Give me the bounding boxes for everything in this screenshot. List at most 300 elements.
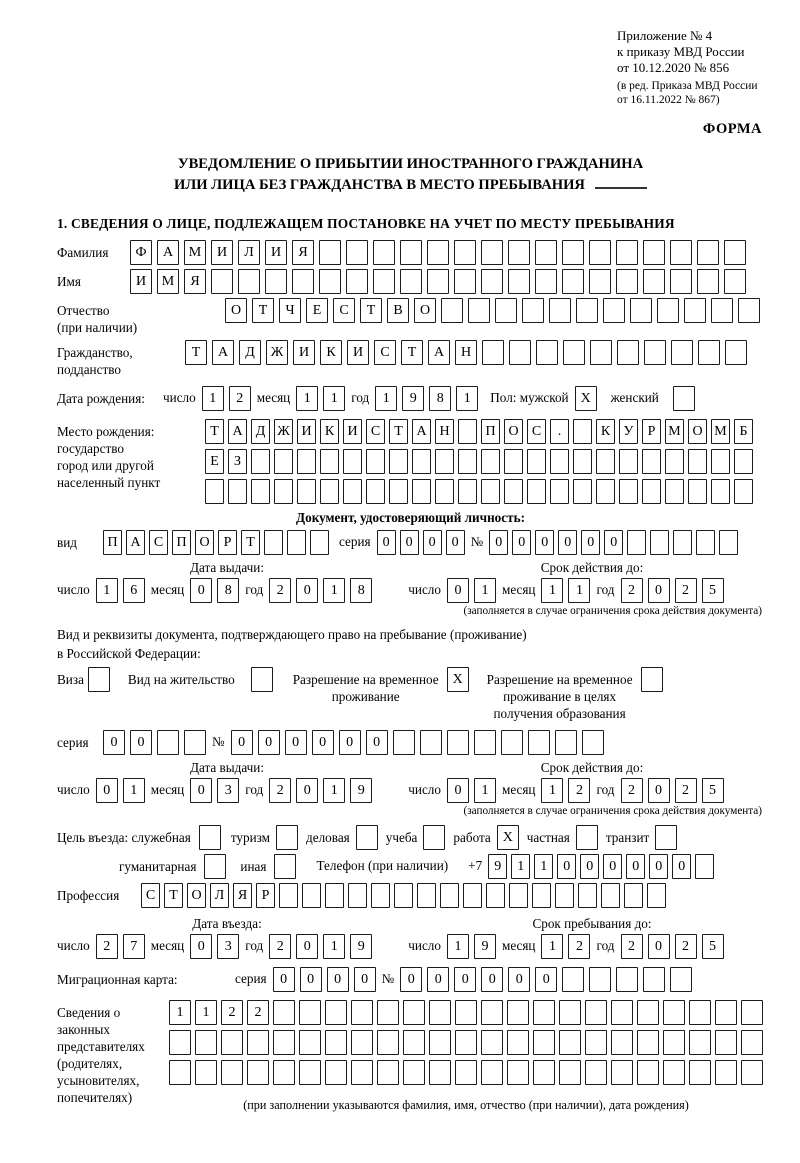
form-cell[interactable] <box>589 240 611 265</box>
form-cell[interactable] <box>741 1000 763 1025</box>
form-cell[interactable]: О <box>414 298 436 323</box>
form-cell[interactable]: Л <box>210 883 229 908</box>
form-cell[interactable]: 3 <box>217 934 239 959</box>
form-cell[interactable]: 2 <box>96 934 118 959</box>
form-cell[interactable]: П <box>103 530 122 555</box>
form-cell[interactable] <box>689 1000 711 1025</box>
form-cell[interactable]: И <box>293 340 315 365</box>
form-cell[interactable]: А <box>126 530 145 555</box>
form-cell[interactable]: 0 <box>489 530 508 555</box>
form-cell[interactable]: 1 <box>568 578 590 603</box>
form-cell[interactable]: 0 <box>103 730 125 755</box>
form-cell[interactable] <box>738 298 760 323</box>
form-cell[interactable] <box>576 825 598 850</box>
form-cell[interactable] <box>389 449 408 474</box>
form-cell[interactable] <box>264 530 283 555</box>
form-cell[interactable]: 1 <box>447 934 469 959</box>
form-cell[interactable]: 0 <box>481 967 503 992</box>
form-cell[interactable] <box>325 1000 347 1025</box>
form-cell[interactable] <box>697 240 719 265</box>
form-cell[interactable]: X <box>497 825 519 850</box>
form-cell[interactable] <box>377 1030 399 1055</box>
form-cell[interactable]: 0 <box>273 967 295 992</box>
form-cell[interactable] <box>670 240 692 265</box>
form-cell[interactable] <box>617 340 639 365</box>
form-cell[interactable]: 9 <box>488 854 507 879</box>
form-cell[interactable] <box>611 1000 633 1025</box>
form-cell[interactable]: 1 <box>541 578 563 603</box>
form-cell[interactable] <box>394 883 413 908</box>
form-cell[interactable] <box>650 530 669 555</box>
form-cell[interactable] <box>734 479 753 504</box>
form-cell[interactable] <box>195 1030 217 1055</box>
form-cell[interactable] <box>373 240 395 265</box>
form-cell[interactable] <box>576 298 598 323</box>
form-cell[interactable] <box>603 298 625 323</box>
form-cell[interactable] <box>417 883 436 908</box>
form-cell[interactable] <box>535 240 557 265</box>
form-cell[interactable]: 0 <box>557 854 576 879</box>
form-cell[interactable]: 0 <box>130 730 152 755</box>
form-cell[interactable]: И <box>211 240 233 265</box>
form-cell[interactable]: И <box>130 269 152 294</box>
form-cell[interactable] <box>509 340 531 365</box>
form-cell[interactable] <box>265 269 287 294</box>
form-cell[interactable]: 0 <box>400 530 419 555</box>
form-cell[interactable] <box>455 1000 477 1025</box>
form-cell[interactable]: 0 <box>626 854 645 879</box>
form-cell[interactable] <box>423 825 445 850</box>
form-cell[interactable] <box>555 730 577 755</box>
form-cell[interactable] <box>366 449 385 474</box>
form-cell[interactable]: 1 <box>123 778 145 803</box>
form-cell[interactable] <box>199 825 221 850</box>
form-cell[interactable]: П <box>481 419 500 444</box>
form-cell[interactable]: 0 <box>648 778 670 803</box>
form-cell[interactable]: 0 <box>558 530 577 555</box>
form-cell[interactable] <box>343 449 362 474</box>
form-cell[interactable]: 0 <box>446 530 465 555</box>
form-cell[interactable] <box>221 1060 243 1085</box>
form-cell[interactable] <box>637 1060 659 1085</box>
form-cell[interactable] <box>504 479 523 504</box>
form-cell[interactable]: Ж <box>274 419 293 444</box>
form-cell[interactable]: 1 <box>323 778 345 803</box>
form-cell[interactable] <box>474 730 496 755</box>
form-cell[interactable] <box>481 240 503 265</box>
form-cell[interactable]: И <box>265 240 287 265</box>
form-cell[interactable]: А <box>428 340 450 365</box>
form-cell[interactable] <box>205 479 224 504</box>
form-cell[interactable] <box>356 825 378 850</box>
form-cell[interactable]: И <box>297 419 316 444</box>
form-cell[interactable] <box>559 1000 581 1025</box>
form-cell[interactable]: Н <box>455 340 477 365</box>
form-cell[interactable] <box>671 340 693 365</box>
form-cell[interactable] <box>481 1030 503 1055</box>
form-cell[interactable]: П <box>172 530 191 555</box>
form-cell[interactable] <box>348 883 367 908</box>
form-cell[interactable] <box>673 530 692 555</box>
form-cell[interactable] <box>195 1060 217 1085</box>
form-cell[interactable]: 9 <box>474 934 496 959</box>
form-cell[interactable] <box>403 1060 425 1085</box>
form-cell[interactable] <box>689 1030 711 1055</box>
form-cell[interactable]: 0 <box>258 730 280 755</box>
form-cell[interactable] <box>611 1060 633 1085</box>
form-cell[interactable] <box>274 479 293 504</box>
form-cell[interactable]: 0 <box>604 530 623 555</box>
form-cell[interactable] <box>366 479 385 504</box>
form-cell[interactable]: О <box>225 298 247 323</box>
form-cell[interactable] <box>696 530 715 555</box>
form-cell[interactable]: Е <box>205 449 224 474</box>
form-cell[interactable]: Т <box>389 419 408 444</box>
form-cell[interactable]: 0 <box>190 778 212 803</box>
form-cell[interactable]: 8 <box>217 578 239 603</box>
form-cell[interactable] <box>624 883 643 908</box>
form-cell[interactable]: Ф <box>130 240 152 265</box>
form-cell[interactable] <box>346 269 368 294</box>
form-cell[interactable]: Р <box>256 883 275 908</box>
form-cell[interactable] <box>468 298 490 323</box>
form-cell[interactable]: 2 <box>621 578 643 603</box>
form-cell[interactable] <box>644 340 666 365</box>
form-cell[interactable] <box>508 269 530 294</box>
form-cell[interactable] <box>481 1000 503 1025</box>
form-cell[interactable]: 0 <box>649 854 668 879</box>
form-cell[interactable]: Е <box>306 298 328 323</box>
form-cell[interactable]: 0 <box>296 934 318 959</box>
form-cell[interactable] <box>302 883 321 908</box>
form-cell[interactable] <box>184 730 206 755</box>
form-cell[interactable]: Л <box>238 240 260 265</box>
form-cell[interactable] <box>670 967 692 992</box>
form-cell[interactable] <box>400 240 422 265</box>
form-cell[interactable]: 2 <box>675 934 697 959</box>
form-cell[interactable] <box>536 340 558 365</box>
form-cell[interactable]: О <box>504 419 523 444</box>
form-cell[interactable] <box>403 1030 425 1055</box>
form-cell[interactable] <box>351 1060 373 1085</box>
form-cell[interactable] <box>725 340 747 365</box>
form-cell[interactable] <box>486 883 505 908</box>
form-cell[interactable]: С <box>333 298 355 323</box>
form-cell[interactable] <box>319 240 341 265</box>
form-cell[interactable] <box>377 1000 399 1025</box>
form-cell[interactable] <box>619 449 638 474</box>
form-cell[interactable] <box>522 298 544 323</box>
form-cell[interactable]: Т <box>185 340 207 365</box>
form-cell[interactable]: 0 <box>296 778 318 803</box>
form-cell[interactable]: 9 <box>402 386 424 411</box>
form-cell[interactable]: 2 <box>247 1000 269 1025</box>
form-cell[interactable] <box>601 883 620 908</box>
form-cell[interactable] <box>454 240 476 265</box>
form-cell[interactable] <box>527 479 546 504</box>
form-cell[interactable] <box>455 1060 477 1085</box>
form-cell[interactable]: 5 <box>702 934 724 959</box>
form-cell[interactable] <box>741 1030 763 1055</box>
form-cell[interactable] <box>343 479 362 504</box>
form-cell[interactable]: 1 <box>474 578 496 603</box>
form-cell[interactable]: С <box>366 419 385 444</box>
form-cell[interactable]: И <box>343 419 362 444</box>
form-cell[interactable] <box>665 449 684 474</box>
form-cell[interactable]: 2 <box>269 934 291 959</box>
form-cell[interactable] <box>663 1060 685 1085</box>
form-cell[interactable]: 0 <box>190 934 212 959</box>
form-cell[interactable]: 1 <box>202 386 224 411</box>
form-cell[interactable] <box>590 340 612 365</box>
form-cell[interactable]: 0 <box>300 967 322 992</box>
form-cell[interactable] <box>563 340 585 365</box>
form-cell[interactable] <box>532 883 551 908</box>
form-cell[interactable] <box>642 479 661 504</box>
form-cell[interactable] <box>689 1060 711 1085</box>
form-cell[interactable] <box>724 269 746 294</box>
form-cell[interactable]: О <box>688 419 707 444</box>
form-cell[interactable]: Р <box>642 419 661 444</box>
form-cell[interactable] <box>441 298 463 323</box>
form-cell[interactable] <box>204 854 226 879</box>
form-cell[interactable] <box>463 883 482 908</box>
form-cell[interactable] <box>393 730 415 755</box>
form-cell[interactable] <box>573 419 592 444</box>
form-cell[interactable]: 0 <box>648 934 670 959</box>
form-cell[interactable]: А <box>157 240 179 265</box>
form-cell[interactable]: Д <box>251 419 270 444</box>
form-cell[interactable]: Т <box>252 298 274 323</box>
form-cell[interactable]: 2 <box>229 386 251 411</box>
form-cell[interactable]: 6 <box>123 578 145 603</box>
form-cell[interactable] <box>585 1060 607 1085</box>
form-cell[interactable] <box>663 1030 685 1055</box>
form-cell[interactable] <box>420 730 442 755</box>
form-cell[interactable] <box>641 667 663 692</box>
form-cell[interactable] <box>429 1060 451 1085</box>
form-cell[interactable] <box>688 449 707 474</box>
form-cell[interactable] <box>273 1030 295 1055</box>
form-cell[interactable]: Р <box>218 530 237 555</box>
form-cell[interactable] <box>611 1030 633 1055</box>
form-cell[interactable] <box>508 240 530 265</box>
form-cell[interactable] <box>533 1000 555 1025</box>
form-cell[interactable]: 0 <box>581 530 600 555</box>
form-cell[interactable]: 1 <box>511 854 530 879</box>
form-cell[interactable]: 0 <box>377 530 396 555</box>
form-cell[interactable] <box>412 479 431 504</box>
form-cell[interactable] <box>247 1060 269 1085</box>
form-cell[interactable] <box>711 449 730 474</box>
form-cell[interactable] <box>279 883 298 908</box>
form-cell[interactable] <box>559 1030 581 1055</box>
form-cell[interactable] <box>373 269 395 294</box>
form-cell[interactable] <box>169 1060 191 1085</box>
form-cell[interactable] <box>562 240 584 265</box>
form-cell[interactable]: Ж <box>266 340 288 365</box>
form-cell[interactable] <box>573 479 592 504</box>
form-cell[interactable]: 1 <box>456 386 478 411</box>
form-cell[interactable]: 5 <box>702 778 724 803</box>
form-cell[interactable]: С <box>149 530 168 555</box>
form-cell[interactable] <box>684 298 706 323</box>
form-cell[interactable]: К <box>320 419 339 444</box>
form-cell[interactable] <box>211 269 233 294</box>
form-cell[interactable]: 1 <box>474 778 496 803</box>
form-cell[interactable]: 2 <box>568 778 590 803</box>
form-cell[interactable] <box>495 298 517 323</box>
form-cell[interactable] <box>688 479 707 504</box>
form-cell[interactable] <box>507 1000 529 1025</box>
form-cell[interactable]: 2 <box>675 778 697 803</box>
form-cell[interactable] <box>555 883 574 908</box>
form-cell[interactable]: 1 <box>541 778 563 803</box>
form-cell[interactable] <box>697 269 719 294</box>
form-cell[interactable] <box>711 298 733 323</box>
form-cell[interactable]: 2 <box>269 778 291 803</box>
form-cell[interactable]: О <box>187 883 206 908</box>
form-cell[interactable] <box>657 298 679 323</box>
form-cell[interactable] <box>504 449 523 474</box>
form-cell[interactable] <box>719 530 738 555</box>
form-cell[interactable] <box>507 1030 529 1055</box>
form-cell[interactable] <box>351 1030 373 1055</box>
form-cell[interactable]: Ч <box>279 298 301 323</box>
form-cell[interactable]: О <box>195 530 214 555</box>
form-cell[interactable]: Б <box>734 419 753 444</box>
form-cell[interactable]: X <box>447 667 469 692</box>
form-cell[interactable]: Т <box>164 883 183 908</box>
form-cell[interactable]: 0 <box>454 967 476 992</box>
form-cell[interactable] <box>585 1000 607 1025</box>
form-cell[interactable]: 1 <box>96 578 118 603</box>
form-cell[interactable] <box>673 386 695 411</box>
form-cell[interactable] <box>435 449 454 474</box>
form-cell[interactable] <box>582 730 604 755</box>
form-cell[interactable]: 1 <box>375 386 397 411</box>
form-cell[interactable]: 0 <box>580 854 599 879</box>
form-cell[interactable] <box>274 449 293 474</box>
form-cell[interactable] <box>454 269 476 294</box>
form-cell[interactable]: 0 <box>672 854 691 879</box>
form-cell[interactable]: 9 <box>350 934 372 959</box>
form-cell[interactable] <box>616 269 638 294</box>
form-cell[interactable]: 9 <box>350 778 372 803</box>
form-cell[interactable] <box>501 730 523 755</box>
form-cell[interactable] <box>458 419 477 444</box>
form-cell[interactable]: 1 <box>169 1000 191 1025</box>
form-cell[interactable]: 2 <box>568 934 590 959</box>
form-cell[interactable]: А <box>412 419 431 444</box>
form-cell[interactable] <box>698 340 720 365</box>
form-cell[interactable] <box>429 1000 451 1025</box>
form-cell[interactable] <box>276 825 298 850</box>
form-cell[interactable] <box>550 479 569 504</box>
form-cell[interactable] <box>655 825 677 850</box>
form-cell[interactable]: 0 <box>447 578 469 603</box>
form-cell[interactable]: У <box>619 419 638 444</box>
form-cell[interactable] <box>319 269 341 294</box>
form-cell[interactable] <box>695 854 714 879</box>
form-cell[interactable]: 0 <box>423 530 442 555</box>
form-cell[interactable] <box>578 883 597 908</box>
form-cell[interactable] <box>325 1060 347 1085</box>
form-cell[interactable] <box>715 1000 737 1025</box>
form-cell[interactable] <box>481 1060 503 1085</box>
form-cell[interactable]: Т <box>241 530 260 555</box>
form-cell[interactable] <box>724 240 746 265</box>
form-cell[interactable]: Я <box>233 883 252 908</box>
form-cell[interactable] <box>251 449 270 474</box>
form-cell[interactable] <box>507 1060 529 1085</box>
form-cell[interactable]: 0 <box>603 854 622 879</box>
form-cell[interactable]: X <box>575 386 597 411</box>
form-cell[interactable] <box>429 1030 451 1055</box>
form-cell[interactable] <box>481 269 503 294</box>
form-cell[interactable] <box>711 479 730 504</box>
form-cell[interactable]: 0 <box>96 778 118 803</box>
form-cell[interactable]: Я <box>292 240 314 265</box>
form-cell[interactable]: 2 <box>621 778 643 803</box>
form-cell[interactable] <box>351 1000 373 1025</box>
form-cell[interactable] <box>643 269 665 294</box>
form-cell[interactable]: И <box>347 340 369 365</box>
form-cell[interactable] <box>589 967 611 992</box>
form-cell[interactable]: С <box>374 340 396 365</box>
form-cell[interactable] <box>616 240 638 265</box>
form-cell[interactable] <box>251 667 273 692</box>
form-cell[interactable]: 0 <box>354 967 376 992</box>
form-cell[interactable] <box>663 1000 685 1025</box>
form-cell[interactable] <box>481 449 500 474</box>
form-cell[interactable]: 1 <box>195 1000 217 1025</box>
form-cell[interactable] <box>427 269 449 294</box>
form-cell[interactable] <box>482 340 504 365</box>
form-cell[interactable]: 3 <box>217 778 239 803</box>
form-cell[interactable] <box>310 530 329 555</box>
form-cell[interactable] <box>734 449 753 474</box>
form-cell[interactable]: 1 <box>541 934 563 959</box>
form-cell[interactable]: К <box>596 419 615 444</box>
form-cell[interactable]: 0 <box>190 578 212 603</box>
form-cell[interactable]: М <box>157 269 179 294</box>
form-cell[interactable]: 0 <box>400 967 422 992</box>
form-cell[interactable]: 0 <box>312 730 334 755</box>
form-cell[interactable]: В <box>387 298 409 323</box>
form-cell[interactable] <box>528 730 550 755</box>
form-cell[interactable]: 0 <box>508 967 530 992</box>
form-cell[interactable]: 1 <box>323 386 345 411</box>
form-cell[interactable]: 1 <box>323 578 345 603</box>
form-cell[interactable] <box>346 240 368 265</box>
form-cell[interactable] <box>533 1060 555 1085</box>
form-cell[interactable] <box>320 479 339 504</box>
form-cell[interactable]: М <box>711 419 730 444</box>
form-cell[interactable]: 2 <box>221 1000 243 1025</box>
form-cell[interactable]: 1 <box>534 854 553 879</box>
form-cell[interactable] <box>221 1030 243 1055</box>
form-cell[interactable] <box>643 240 665 265</box>
form-cell[interactable] <box>251 479 270 504</box>
form-cell[interactable]: Т <box>401 340 423 365</box>
form-cell[interactable] <box>596 479 615 504</box>
form-cell[interactable] <box>559 1060 581 1085</box>
form-cell[interactable] <box>292 269 314 294</box>
form-cell[interactable] <box>549 298 571 323</box>
form-cell[interactable] <box>509 883 528 908</box>
form-cell[interactable] <box>412 449 431 474</box>
